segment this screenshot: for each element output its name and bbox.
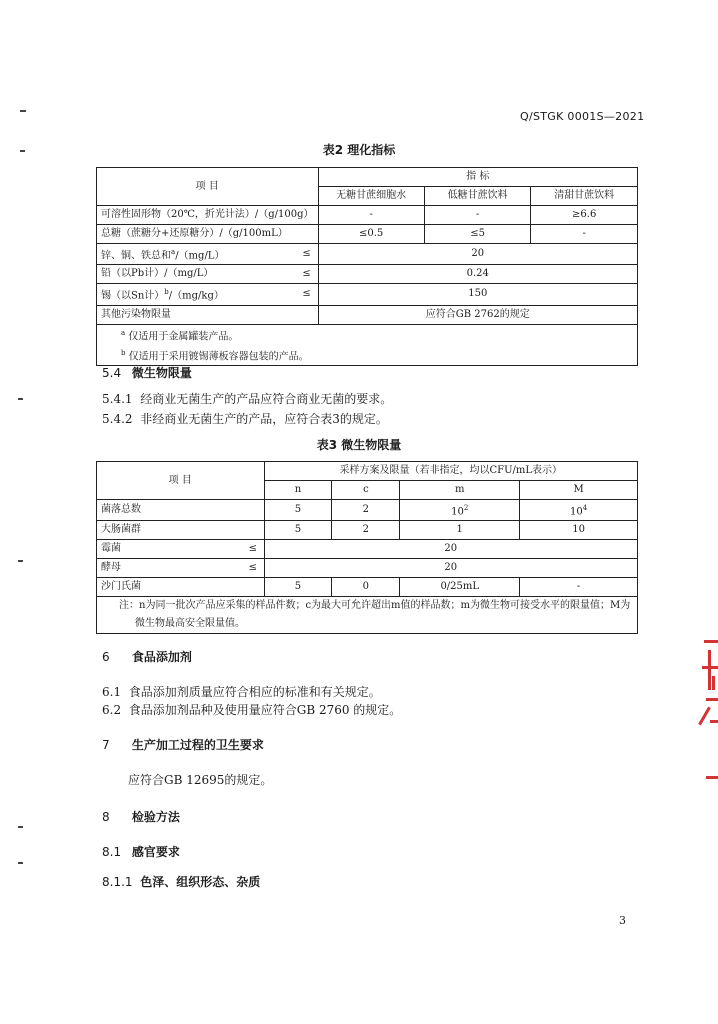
row-value: ≤0.5 [318,225,424,244]
table3-subcol: n [264,481,332,500]
row-comparator: ≤ [295,284,318,305]
row-item: 其他污染物限量 [97,305,319,324]
row-value: 150 [318,284,637,305]
table3-subcol: m [400,481,520,500]
scan-mark [20,110,26,112]
table2-note-a: $^a$ 仅适用于金属罐装产品。 [97,324,638,345]
section-8-1-1: 8.1.1 色泽、组织形态、杂质 [102,875,261,889]
table3-header-item: 项 目 [97,462,265,500]
row-value: $10^2$ [400,500,520,521]
section-7: 7 生产加工过程的卫生要求 [102,738,264,752]
table2-note-b: $^b$ 仅适用于采用镀锡薄板容器包装的产品。 [97,345,638,366]
table3-note-line2: 微生物最高安全限量值。 [97,615,638,634]
section-5-4: 5.4 微生物限量 [102,366,192,380]
row-value: - [520,578,638,597]
row-value: - [318,206,424,225]
section-7-text: 应符合GB 12695的规定。 [128,773,273,787]
table2-caption: 表2 理化指标 [322,143,396,157]
row-value: $10^4$ [520,500,638,521]
row-item: 沙门氏菌 [97,578,265,597]
row-item: 锡（以Sn计）$^b$/（mg/kg） [97,284,296,305]
section-8: 8 检验方法 [102,810,180,824]
row-comparator: ≤ [295,244,318,265]
row-comparator: ≤ [295,265,318,284]
row-value: ≤5 [424,225,531,244]
row-value: 0.24 [318,265,637,284]
row-value: 2 [332,500,400,521]
row-value: 0 [332,578,400,597]
table-row [97,244,638,265]
scan-mark [20,150,25,152]
table2-subcol: 低糖甘蔗饮料 [424,187,531,206]
table3-subcol: c [332,481,400,500]
row-item: 可溶性固形物（20℃，折光计法）/（g/100g） [97,206,319,225]
seal-fragment [700,636,718,786]
table-row [97,521,638,540]
row-item: 菌落总数 [97,500,265,521]
row-value: ≥6.6 [531,206,638,225]
section-8-1: 8.1 感官要求 [102,845,180,859]
row-value: 20 [264,540,637,559]
table3 [96,461,638,634]
scan-mark [18,560,23,562]
table2-subcol: 清甜甘蔗饮料 [531,187,638,206]
clause-5-4-1: 5.4.1 经商业无菌生产的产品应符合商业无菌的要求。 [102,392,393,406]
row-value: - [424,206,531,225]
table3-header-plan: 采样方案及限量（若非指定，均以CFU/mL表示） [264,462,637,481]
row-value: 20 [264,559,637,578]
row-item: 霉菌 [97,540,243,559]
table-row [97,305,638,324]
row-item: 锌、铜、铁总和$^a$/（mg/L） [97,244,296,265]
table-row [97,225,638,244]
table-row [97,500,638,521]
table2-subcol: 无糖甘蔗细胞水 [318,187,424,206]
section-6: 6 食品添加剂 [102,650,192,664]
table3-note-line1: 注：n为同一批次产品应采集的样品件数；c为最大可允许超出m值的样品数；m为微生物可接受水平的限量值；M为 [97,597,638,616]
table-row [97,284,638,305]
scan-mark [18,826,23,828]
row-item: 铅（以Pb计）/（mg/L） [97,265,296,284]
table-row [97,578,638,597]
table-row [97,559,638,578]
table3-subcol: M [520,481,638,500]
table3-caption: 表3 微生物限量 [316,438,402,452]
row-value: 20 [318,244,637,265]
clause-6-1: 6.1 食品添加剂质量应符合相应的标准和有关规定。 [102,685,381,699]
row-value: 应符合GB 2762的规定 [318,305,637,324]
row-value: - [531,225,638,244]
table-row [97,206,638,225]
footnote-mark: a [171,248,176,256]
page-number: 3 [619,914,626,927]
scan-mark [18,398,23,400]
row-value: 1 [400,521,520,540]
table-row [97,265,638,284]
table2-header-item: 项 目 [97,168,319,206]
row-comparator: ≤ [242,559,264,578]
row-value: 5 [264,578,332,597]
row-value: 0/25mL [400,578,520,597]
row-comparator: ≤ [242,540,264,559]
table2-header-index: 指 标 [318,168,637,187]
row-value: 2 [332,521,400,540]
table-row [97,540,638,559]
row-item: 总糖（蔗糖分+还原糖分）/（g/100mL） [97,225,319,244]
row-value: 10 [520,521,638,540]
row-value: 5 [264,521,332,540]
row-item: 大肠菌群 [97,521,265,540]
table2 [96,167,638,366]
row-item: 酵母 [97,559,243,578]
scan-mark [18,862,23,864]
footnote-mark: b [164,288,169,297]
clause-6-2: 6.2 食品添加剂品种及使用量应符合GB 2760 的规定。 [102,703,402,717]
row-value: 5 [264,500,332,521]
clause-5-4-2: 5.4.2 非经商业无菌生产的产品，应符合表3的规定。 [102,412,388,426]
document-code: Q/STGK 0001S—2021 [520,110,645,123]
